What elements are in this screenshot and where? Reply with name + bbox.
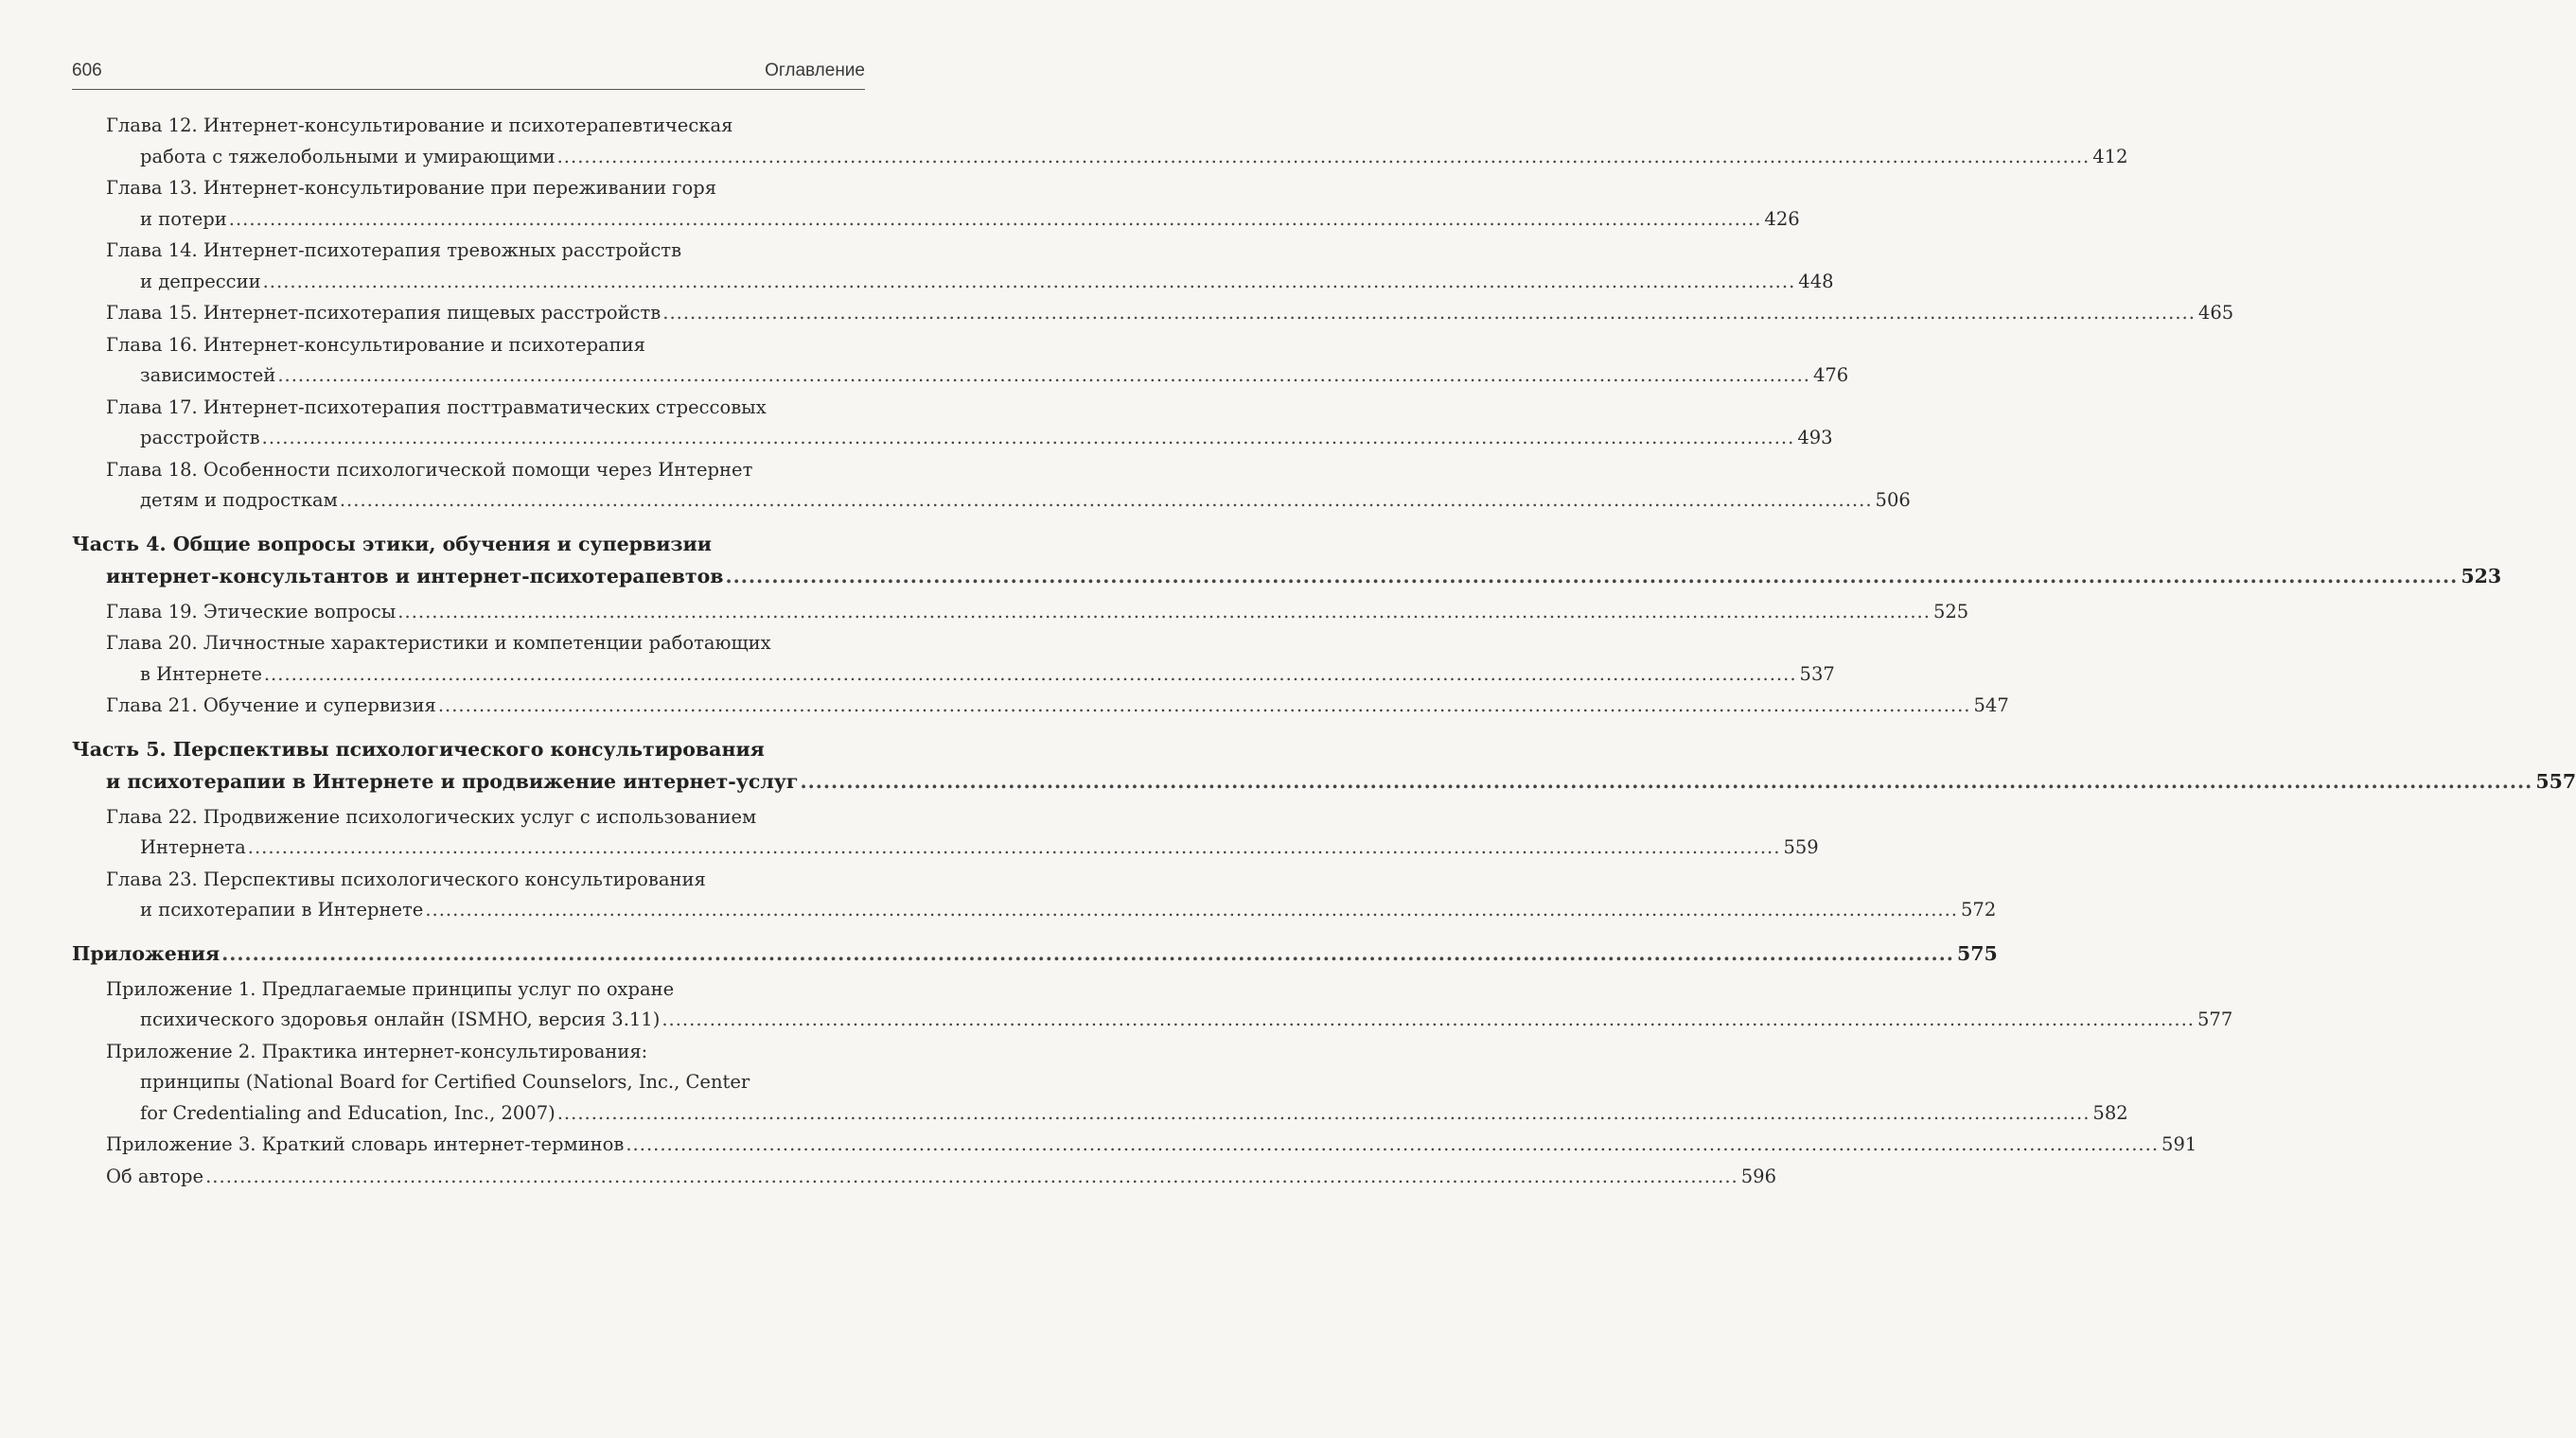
dot-leader bbox=[248, 836, 1781, 858]
dot-leader bbox=[662, 298, 2196, 329]
toc-entry-leader-line bbox=[106, 895, 1997, 926]
toc-entry-chapter[interactable] bbox=[72, 173, 1800, 235]
toc-entry-title-last: и депрессии bbox=[140, 270, 261, 292]
toc-entry-chapter[interactable] bbox=[72, 691, 2009, 722]
section-title: Оглавление bbox=[765, 61, 865, 80]
toc-entry-leader-line bbox=[106, 204, 1800, 236]
toc-page-number: 412 bbox=[2092, 145, 2128, 167]
toc-page-number: 557 bbox=[2535, 769, 2576, 793]
toc-page-number: 559 bbox=[1783, 836, 1819, 858]
toc-entry-leader-line bbox=[106, 659, 1835, 691]
toc-entry-leader-line bbox=[106, 267, 1834, 298]
toc-entry-title-line: Глава 22. Продвижение психологических услуг с использованием bbox=[106, 805, 757, 828]
toc-entry-title-last: детям и подросткам bbox=[140, 489, 338, 511]
toc-entry-title-line: Часть 4. Общие вопросы этики, обучения и супервизии bbox=[72, 532, 712, 555]
toc-entry-leader-line bbox=[72, 560, 2502, 592]
dot-leader bbox=[262, 427, 1795, 448]
toc-entry-appendix[interactable] bbox=[72, 974, 2233, 1036]
toc-entry-part[interactable] bbox=[72, 733, 2576, 798]
toc-entry-leader-line bbox=[106, 1162, 1776, 1193]
toc-entry-title-last: интернет-консультантов и интернет-психотерапевтов bbox=[106, 564, 724, 587]
toc-entry-title-last: и психотерапии в Интернете bbox=[140, 899, 424, 921]
toc-entry-title-last: Приложение 3. Краткий словарь интернет-терминов bbox=[106, 1133, 625, 1155]
toc-entry-leader-line bbox=[106, 1098, 2128, 1130]
toc-entry-chapter[interactable] bbox=[72, 330, 1849, 392]
toc-entry-title-line: принципы (National Board for Certified Counselors, Inc., Center bbox=[140, 1071, 750, 1093]
toc-page-number: 523 bbox=[2461, 564, 2502, 587]
toc-entry-title-last: психического здоровья онлайн (ISMHO, версия 3.11) bbox=[140, 1008, 661, 1030]
toc-page-number: 591 bbox=[2161, 1133, 2197, 1155]
toc-entry-leader-line bbox=[106, 597, 1969, 628]
toc-entry-title-line: Глава 12. Интернет-консультирование и психотерапевтическая bbox=[106, 114, 733, 136]
dot-leader bbox=[438, 691, 1971, 722]
toc-page-number: 426 bbox=[1764, 207, 1800, 230]
toc-entry-appendix[interactable] bbox=[72, 1162, 1776, 1193]
toc-entry-title-last: и потери bbox=[140, 207, 227, 230]
dot-leader bbox=[264, 663, 1797, 685]
toc-entry-title-line: Приложение 2. Практика интернет-консультирования: bbox=[106, 1040, 648, 1062]
toc-entry-leader-line bbox=[72, 765, 2576, 798]
toc-entry-title-last: Глава 19. Этические вопросы bbox=[106, 600, 397, 623]
toc-entry-title-last: и психотерапии в Интернете и продвижение интернет-услуг bbox=[106, 769, 799, 793]
toc-entry-title-last: в Интернете bbox=[140, 662, 262, 685]
toc-entry-title-line: Глава 16. Интернет-консультирование и психотерапия bbox=[106, 333, 645, 356]
dot-leader bbox=[229, 208, 1762, 230]
toc-page-number: 577 bbox=[2197, 1008, 2233, 1030]
toc-entry-title-last: Интернета bbox=[140, 836, 246, 858]
page-number: 606 bbox=[72, 61, 102, 80]
dot-leader bbox=[557, 1102, 2091, 1124]
toc-entry-title-last: зависимостей bbox=[140, 364, 276, 386]
toc-page-number: 506 bbox=[1875, 489, 1911, 511]
dot-leader bbox=[662, 1008, 2195, 1030]
dot-leader bbox=[340, 489, 1873, 511]
toc-entry-chapter[interactable] bbox=[72, 802, 1819, 864]
dot-leader bbox=[277, 364, 1810, 386]
toc-entry-leader-line bbox=[106, 423, 1833, 454]
dot-leader bbox=[626, 1130, 2159, 1161]
table-of-contents bbox=[72, 111, 2576, 1193]
toc-entry-chapter[interactable] bbox=[72, 393, 1833, 454]
toc-page-number: 582 bbox=[2092, 1101, 2128, 1124]
toc-entry-leader-line bbox=[106, 142, 2128, 173]
toc-entry-leader-line bbox=[106, 1005, 2233, 1036]
toc-entry-part[interactable] bbox=[72, 528, 2502, 592]
running-header bbox=[72, 57, 865, 90]
dot-leader bbox=[397, 597, 1931, 628]
toc-entry-chapter[interactable] bbox=[72, 865, 1997, 926]
toc-entry-chapter[interactable] bbox=[72, 236, 1834, 297]
toc-entry-part[interactable] bbox=[72, 938, 1998, 970]
toc-page-number: 465 bbox=[2197, 302, 2234, 324]
toc-entry-title-line: Часть 5. Перспективы психологического консультирования bbox=[72, 737, 765, 761]
toc-page-number: 493 bbox=[1797, 427, 1833, 448]
toc-entry-chapter[interactable] bbox=[72, 111, 2128, 172]
toc-entry-leader-line bbox=[106, 485, 1911, 517]
dot-leader bbox=[221, 938, 1954, 970]
dot-leader bbox=[425, 899, 1958, 921]
toc-page-number: 572 bbox=[1961, 899, 1997, 921]
toc-entry-appendix[interactable] bbox=[72, 1130, 2197, 1161]
toc-entry-title-line: Глава 18. Особенности психологической помощи через Интернет bbox=[106, 458, 753, 481]
toc-entry-leader-line bbox=[106, 298, 2234, 329]
toc-entry-leader-line bbox=[106, 691, 2009, 722]
toc-entry-title-line: Приложение 1. Предлагаемые принципы услуг по охране bbox=[106, 977, 675, 1000]
toc-entry-appendix[interactable] bbox=[72, 1037, 2128, 1130]
toc-entry-leader-line bbox=[106, 1130, 2197, 1161]
toc-entry-title-last: работа с тяжелобольными и умирающими bbox=[140, 145, 556, 167]
toc-entry-title-last: for Credentialing and Education, Inc., 2007) bbox=[140, 1101, 556, 1124]
toc-entry-title-line: Глава 20. Личностные характеристики и компетенции работающих bbox=[106, 632, 771, 654]
toc-entry-leader-line bbox=[106, 360, 1849, 392]
toc-page-number: 537 bbox=[1799, 662, 1835, 685]
dot-leader bbox=[801, 770, 2533, 793]
dot-leader bbox=[557, 146, 2091, 167]
toc-entry-title-last: Глава 15. Интернет-психотерапия пищевых расстройств bbox=[106, 302, 662, 324]
toc-entry-title-last: расстройств bbox=[140, 427, 260, 448]
dot-leader bbox=[263, 271, 1796, 292]
toc-entry-title-line: Глава 17. Интернет-психотерапия посттравматических стрессовых bbox=[106, 395, 767, 418]
toc-entry-title-last: Об авторе bbox=[106, 1165, 204, 1187]
toc-entry-chapter[interactable] bbox=[72, 298, 2234, 329]
toc-entry-leader-line bbox=[72, 938, 1998, 970]
toc-entry-chapter[interactable] bbox=[72, 455, 1911, 517]
toc-page-number: 547 bbox=[1973, 694, 2009, 716]
toc-entry-chapter[interactable] bbox=[72, 597, 1969, 628]
toc-page-number: 476 bbox=[1812, 364, 1849, 386]
toc-entry-title-last: Приложения bbox=[72, 941, 221, 965]
toc-entry-title-line: Глава 13. Интернет-консультирование при переживании горя bbox=[106, 177, 717, 199]
toc-entry-chapter[interactable] bbox=[72, 628, 1835, 690]
toc-entry-title-last: Глава 21. Обучение и супервизия bbox=[106, 694, 436, 716]
dot-leader bbox=[726, 565, 2459, 587]
toc-page-number: 525 bbox=[1932, 600, 1969, 623]
toc-entry-leader-line bbox=[106, 833, 1819, 864]
toc-page-number: 596 bbox=[1740, 1165, 1776, 1187]
toc-entry-title-line: Глава 14. Интернет-психотерапия тревожных расстройств bbox=[106, 239, 682, 261]
toc-page-number: 575 bbox=[1956, 941, 1998, 965]
toc-entry-title-line: Глава 23. Перспективы психологического консультирования bbox=[106, 868, 706, 890]
dot-leader bbox=[205, 1162, 1738, 1193]
toc-page-number: 448 bbox=[1798, 270, 1834, 292]
